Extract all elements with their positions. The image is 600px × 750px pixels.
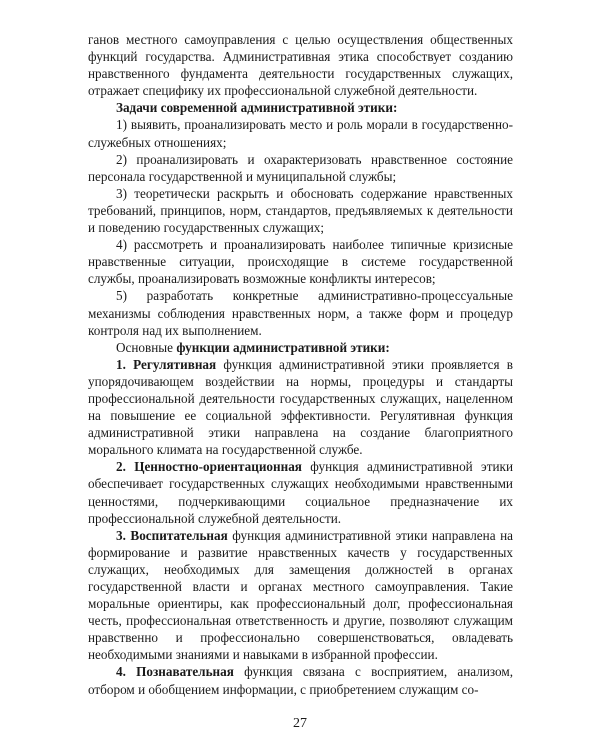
- intro-paragraph: ганов местного самоуправления с целью осуществления общественных функций государства. Административная этика способствует созданию нравственного фундамента деятельности государственных служащих, отражает специфику их профессиональной служебной деятельности.: [88, 32, 513, 99]
- page-body: [88, 31, 513, 698]
- function-term: 4. Познавательная: [116, 664, 234, 680]
- function-educational: [88, 527, 513, 664]
- functions-intro: [88, 339, 513, 356]
- function-text: функция связана с восприятием, анализом, отбором и обобщением информации, с приобретением служащим со-: [88, 664, 514, 697]
- page-number: 27: [293, 716, 307, 731]
- task-item-1: 1) выявить, проанализировать место и роль морали в государственно-служебных отношениях;: [88, 117, 513, 150]
- functions-intro-plain: Основные: [116, 339, 177, 355]
- function-term: 2. Ценностно-ориентационная: [116, 459, 302, 475]
- tasks-heading: Задачи современной административной этики:: [116, 100, 398, 116]
- task-item-5: 5) разработать конкретные административно-процессуальные механизмы соблюдения нравственных норм, а также форм и процедур контроля над их выполнением.: [88, 288, 513, 338]
- function-value-orientation: [88, 458, 513, 526]
- function-regulative: [88, 356, 513, 459]
- function-term: 1. Регулятивная: [116, 356, 217, 372]
- task-item-2: 2) проанализировать и охарактеризовать нравственное состояние персонала государственной и муниципальной службы;: [88, 151, 513, 184]
- function-cognitive: [88, 663, 513, 697]
- function-text: функция административной этики направлена на формирование и развитие нравственных качеств у государственных служащих, необходимых для замещения должностей в органах государственной власти и органах местного самоуправления. Такие моральные ориентиры, как профессиональный долг, профессиональная честь, профессиональная ответственность и другие, позволяют служащим нравственно и профессионально совершенствоваться, овладевать необходимыми знаниями и навыками в избранной профессии.: [88, 527, 513, 663]
- task-item-4: 4) рассмотреть и проанализировать наиболее типичные кризисные нравственные ситуации, происходящие в системе государственной службы, проанализировать возможные конфликты интересов;: [88, 237, 513, 287]
- task-item-3: 3) теоретически раскрыть и обосновать содержание нравственных требований, принципов, норм, стандартов, предъявляемых к деятельности и поведению государственных служащих;: [88, 185, 513, 236]
- function-term: 3. Воспитательная: [116, 527, 228, 543]
- function-text: функция административной этики проявляется в упорядочивающем воздействии на нормы, процедуры и стандарты профессиональной деятельности государственных служащих, нацеленном на повышение ее социальной эффективности. Регулятивная функция административной этики направлена на создание благоприятного морального климата на государственной службе.: [88, 356, 513, 458]
- functions-intro-bold: функции административной этики:: [176, 339, 390, 355]
- function-text: функция административной этики обеспечивает государственных служащих необходимыми нравственными ценностями, подчеркивающими социальное предназначение их профессиональной служебной деятельности.: [88, 459, 513, 526]
